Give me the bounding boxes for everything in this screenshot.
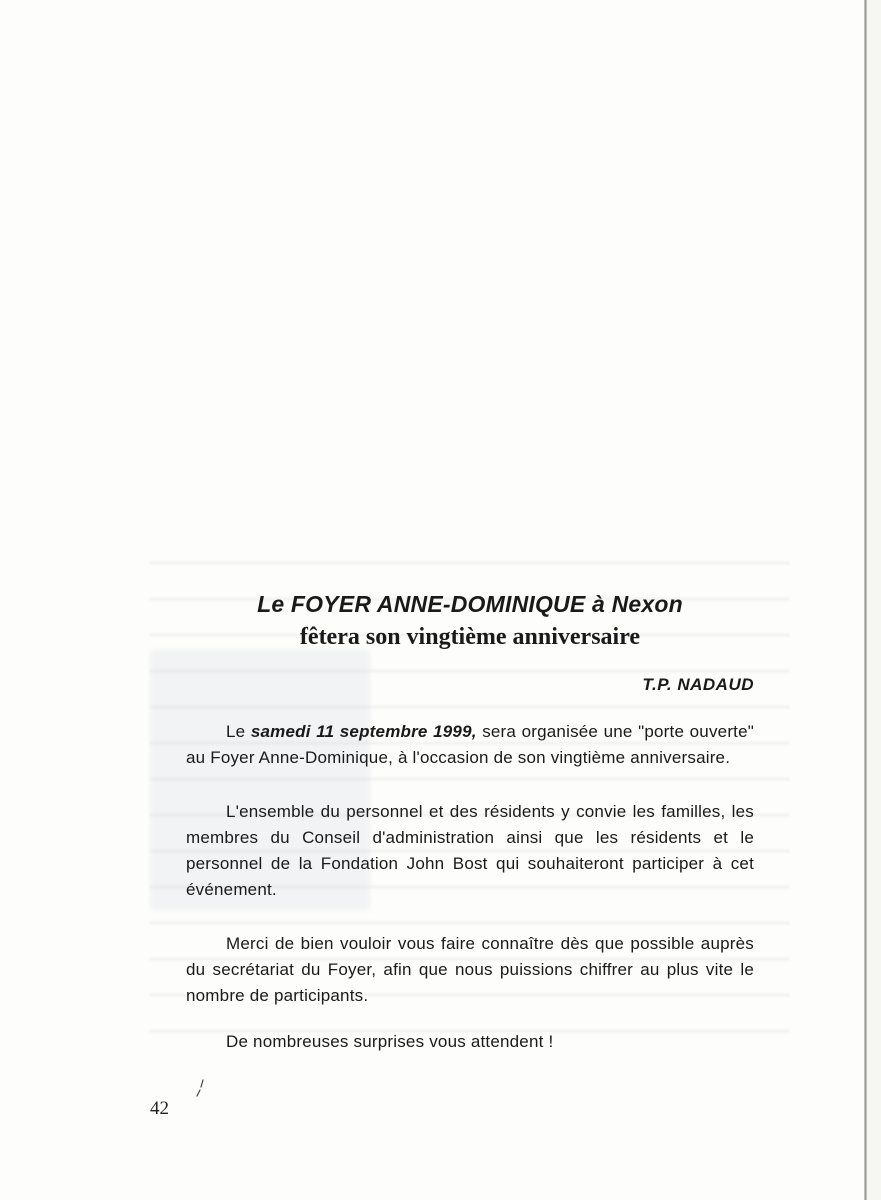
page-margin xyxy=(867,0,881,1200)
page-edge-shadow xyxy=(864,0,867,1200)
paragraph-announcement-text: sera organisée une "porte ouverte" au Foyer Anne-Dominique, à l'occasion de son vingtième anniversaire. xyxy=(186,722,754,768)
article xyxy=(186,590,754,1055)
paragraph-rsvp: Merci de bien vouloir vous faire connaître dès que possible auprès du secrétariat du Foyer, afin que nous puissions chiffrer au plus vite le nombre de participants. xyxy=(186,934,754,1006)
article-subtitle: fêtera son vingtième anniversaire xyxy=(299,623,641,650)
paragraph-closing: De nombreuses surprises vous attendent ! xyxy=(226,1032,554,1052)
event-date: samedi 11 septembre 1999, xyxy=(250,722,477,742)
pen-mark-icon xyxy=(192,1078,206,1100)
paragraph-prefix: Le xyxy=(226,722,251,742)
article-title: Le FOYER ANNE-DOMINIQUE à Nexon xyxy=(257,591,683,617)
paragraph-announcement xyxy=(186,719,754,771)
paragraph-invitation: L'ensemble du personnel et des résidents y convie les familles, les membres du Conseil d'administration ainsi que les résidents et le personnel de la Fondation John Bost qui souhaiteront participer à cet événement. xyxy=(186,802,754,900)
article-author: T.P. NADAUD xyxy=(642,675,754,695)
page-number: 42 xyxy=(150,1098,169,1119)
